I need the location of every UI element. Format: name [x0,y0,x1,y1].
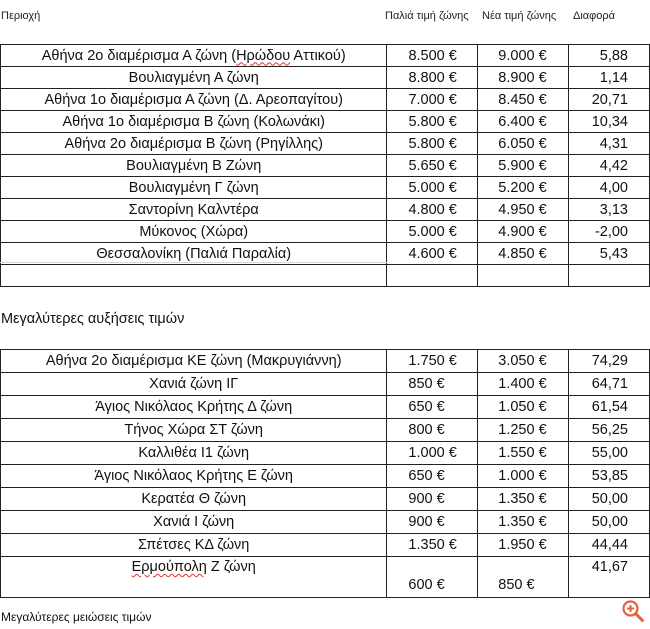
table-row [1,557,650,598]
table-row [1,511,650,534]
increases-table [0,349,650,598]
faint-divider [0,262,387,263]
old-price-cell: 8.800 € [387,67,478,89]
new-price-cell: 8.900 € [478,67,569,89]
new-price-cell: 1.350 € [478,511,569,534]
table-row [1,199,650,221]
new-price-cell: 8.450 € [478,89,569,111]
new-price-cell: 5.200 € [478,177,569,199]
table-row [1,111,650,133]
old-price-cell: 800 € [387,419,478,442]
table-row [1,488,650,511]
old-price-cell: 4.600 € [387,243,478,265]
area-cell: Αθήνα 1ο διαμέρισμα Α ζώνη (Δ. Αρεοπαγίτου) [1,89,387,111]
difference-cell: 1,14 [569,67,650,89]
table-row [1,396,650,419]
difference-cell: 20,71 [569,89,650,111]
new-price-cell: 3.050 € [478,350,569,373]
empty-cell [478,265,569,287]
difference-cell: 56,25 [569,419,650,442]
difference-cell: 50,00 [569,511,650,534]
new-price-cell: 6.400 € [478,111,569,133]
old-price-cell: 8.500 € [387,45,478,67]
table-row [1,350,650,373]
difference-cell: 10,34 [569,111,650,133]
old-price-cell: 1.350 € [387,534,478,557]
new-price-cell: 4.950 € [478,199,569,221]
section-title-increases: Μεγαλύτερες αυξήσεις τιμών [1,311,185,327]
new-price-cell: 1.000 € [478,465,569,488]
old-price-cell: 5.000 € [387,221,478,243]
difference-cell: 5,88 [569,45,650,67]
area-cell: Βουλιαγμένη Α ζώνη [1,67,387,89]
area-cell: Μύκονος (Χώρα) [1,221,387,243]
new-price-cell: 4.900 € [478,221,569,243]
area-cell: Τήνος Χώρα ΣΤ ζώνη [1,419,387,442]
new-price-cell: 6.050 € [478,133,569,155]
difference-cell: 3,13 [569,199,650,221]
empty-cell [569,265,650,287]
table-row [1,419,650,442]
difference-cell: 55,00 [569,442,650,465]
zoom-in-icon[interactable] [621,599,645,623]
old-price-cell: 5.000 € [387,177,478,199]
table-row [1,534,650,557]
table-row [1,133,650,155]
new-price-cell: 1.050 € [478,396,569,419]
table-row [1,442,650,465]
old-price-cell: 900 € [387,511,478,534]
difference-cell: 5,43 [569,243,650,265]
old-price-cell: 4.800 € [387,199,478,221]
area-cell: Χανιά ζώνη ΙΓ [1,373,387,396]
difference-cell: 53,85 [569,465,650,488]
table-row [1,177,650,199]
new-price-cell: 9.000 € [478,45,569,67]
old-price-cell: 5.800 € [387,111,478,133]
old-price-cell: 900 € [387,488,478,511]
area-cell: Άγιος Νικόλαος Κρήτης Δ ζώνη [1,396,387,419]
magnifier-glyph [621,599,645,623]
area-cell: Θεσσαλονίκη (Παλιά Παραλία) [1,243,387,265]
table-row [1,221,650,243]
new-price-cell: 1.550 € [478,442,569,465]
header-difference: Διαφορά [573,10,616,22]
area-cell: Βουλιαγμένη Γ ζώνη [1,177,387,199]
new-price-cell: 4.850 € [478,243,569,265]
difference-cell: 44,44 [569,534,650,557]
area-cell: Αθήνα 2ο διαμέρισμα ΚΕ ζώνη (Μακρυγιάννη) [1,350,387,373]
header-old-price: Παλιά τιμή ζώνης [385,10,469,22]
difference-cell: 64,71 [569,373,650,396]
old-price-cell: 5.800 € [387,133,478,155]
table-row [1,465,650,488]
difference-cell: 4,31 [569,133,650,155]
old-price-cell: 5.650 € [387,155,478,177]
new-price-cell: 5.900 € [478,155,569,177]
area-cell: Βουλιαγμένη Β Ζώνη [1,155,387,177]
old-price-cell: 1.750 € [387,350,478,373]
table-row [1,373,650,396]
table-row [1,155,650,177]
new-price-cell: 1.950 € [478,534,569,557]
difference-cell: 74,29 [569,350,650,373]
old-price-cell: 850 € [387,373,478,396]
difference-cell: 4,00 [569,177,650,199]
old-price-cell: 600 € [387,557,478,598]
old-price-cell: 650 € [387,465,478,488]
area-cell: Αθήνα 2ο διαμέρισμα Β ζώνη (Ρηγίλλης) [1,133,387,155]
difference-cell: 41,67 [569,557,650,598]
empty-cell [1,265,387,287]
new-price-cell: 1.400 € [478,373,569,396]
area-cell: Αθήνα 2ο διαμέρισμα Α ζώνη (Ηρώδου Αττικού) [1,45,387,67]
area-cell: Αθήνα 1ο διαμέρισμα Β ζώνη (Κολωνάκι) [1,111,387,133]
table-row [1,67,650,89]
difference-cell: 61,54 [569,396,650,419]
new-price-cell: 1.250 € [478,419,569,442]
area-cell: Κερατέα Θ ζώνη [1,488,387,511]
table-row [1,89,650,111]
top-prices-table [0,44,650,287]
difference-cell: 4,42 [569,155,650,177]
area-cell: Σαντορίνη Καλντέρα [1,199,387,221]
area-cell: Ερμούπολη Ζ ζώνη [1,557,387,598]
area-cell: Καλλιθέα Ι1 ζώνη [1,442,387,465]
old-price-cell: 7.000 € [387,89,478,111]
header-new-price: Νέα τιμή ζώνης [482,10,557,22]
section-title-decreases: Μεγαλύτερες μειώσεις τιμών [1,610,152,624]
area-cell: Σπέτσες ΚΔ ζώνη [1,534,387,557]
difference-cell: -2,00 [569,221,650,243]
new-price-cell: 850 € [478,557,569,598]
old-price-cell: 1.000 € [387,442,478,465]
difference-cell: 50,00 [569,488,650,511]
empty-row [1,265,650,287]
empty-cell [387,265,478,287]
area-cell: Χανιά Ι ζώνη [1,511,387,534]
old-price-cell: 650 € [387,396,478,419]
area-cell: Άγιος Νικόλαος Κρήτης Ε ζώνη [1,465,387,488]
table-row [1,45,650,67]
new-price-cell: 1.350 € [478,488,569,511]
header-area: Περιοχή [1,10,41,22]
